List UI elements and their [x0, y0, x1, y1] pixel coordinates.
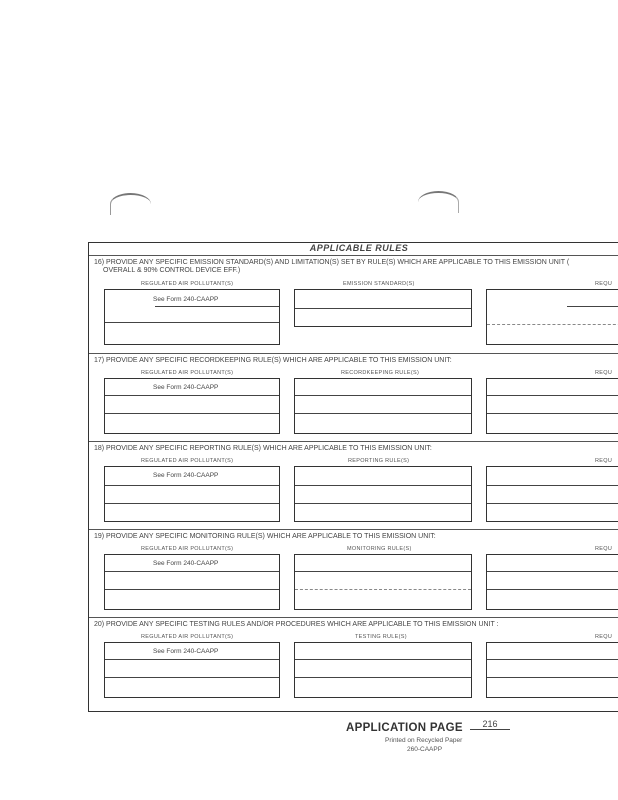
column-header-pollutants: REGULATED AIR POLLUTANT(S) — [141, 546, 234, 552]
section-testing-rules — [89, 617, 618, 712]
form-reference-text: See Form 240-CAAPP — [153, 384, 219, 391]
entry-line — [295, 308, 471, 309]
entry-line — [487, 395, 618, 396]
entry-line — [105, 571, 279, 572]
rule-field[interactable] — [294, 642, 472, 698]
entry-line — [567, 306, 618, 307]
rule-field[interactable] — [294, 289, 472, 327]
column-header-requirements: REQU — [595, 634, 613, 640]
form-number: 260-CAAPP — [407, 746, 443, 753]
pollutant-field[interactable] — [104, 554, 280, 610]
entry-line — [487, 413, 618, 414]
entry-line — [105, 677, 279, 678]
entry-line — [487, 589, 618, 590]
section-emission-standards — [89, 256, 618, 354]
rule-field[interactable] — [294, 554, 472, 610]
entry-line — [295, 589, 471, 590]
column-header-pollutants: REGULATED AIR POLLUTANT(S) — [141, 370, 234, 376]
entry-line — [295, 395, 471, 396]
question-text: 20) PROVIDE ANY SPECIFIC TESTING RULES AND/OR PROCEDURES WHICH ARE APPLICABLE TO THIS EMISSION UNIT : — [94, 621, 499, 628]
column-header-pollutants: REGULATED AIR POLLUTANT(S) — [141, 634, 234, 640]
column-header-pollutants: REGULATED AIR POLLUTANT(S) — [141, 458, 234, 464]
column-header-pollutants: REGULATED AIR POLLUTANT(S) — [141, 281, 234, 287]
applicable-rules-form — [88, 242, 618, 712]
entry-line — [487, 677, 618, 678]
requirement-field[interactable] — [486, 289, 618, 345]
entry-line — [155, 306, 279, 307]
entry-line — [295, 413, 471, 414]
section-recordkeeping-rules — [89, 353, 618, 442]
entry-line — [487, 659, 618, 660]
column-header-rules: TESTING RULE(S) — [355, 634, 407, 640]
entry-line — [105, 413, 279, 414]
form-reference-text: See Form 240-CAAPP — [153, 648, 219, 655]
column-header-rules: MONITORING RULE(S) — [347, 546, 412, 552]
requirement-field[interactable] — [486, 554, 618, 610]
question-text: 17) PROVIDE ANY SPECIFIC RECORDKEEPING RULE(S) WHICH ARE APPLICABLE TO THIS EMISSION UNIT: — [94, 357, 452, 364]
entry-line — [487, 324, 618, 325]
entry-line — [105, 503, 279, 504]
requirement-field[interactable] — [486, 642, 618, 698]
form-reference-text: See Form 240-CAAPP — [153, 560, 219, 567]
application-page-label: APPLICATION PAGE — [346, 722, 463, 734]
column-header-requirements: REQU — [595, 281, 613, 287]
form-reference-text: See Form 240-CAAPP — [153, 296, 219, 303]
section-monitoring-rules — [89, 529, 618, 618]
pollutant-field[interactable] — [104, 642, 280, 698]
section-title: APPLICABLE RULES — [309, 243, 409, 253]
rule-field[interactable] — [294, 466, 472, 522]
entry-line — [295, 571, 471, 572]
column-header-requirements: REQU — [595, 546, 613, 552]
column-header-rules: RECORDKEEPING RULE(S) — [341, 370, 420, 376]
punch-hole-mark-right — [418, 191, 459, 213]
entry-line — [487, 503, 618, 504]
entry-line — [487, 571, 618, 572]
question-text: 18) PROVIDE ANY SPECIFIC REPORTING RULE(S) WHICH ARE APPLICABLE TO THIS EMISSION UNIT: — [94, 445, 432, 452]
question-text: 19) PROVIDE ANY SPECIFIC MONITORING RULE(S) WHICH ARE APPLICABLE TO THIS EMISSION UNIT: — [94, 533, 436, 540]
requirement-field[interactable] — [486, 466, 618, 522]
column-header-requirements: REQU — [595, 370, 613, 376]
punch-hole-mark-left — [110, 193, 151, 215]
entry-line — [105, 395, 279, 396]
pollutant-field[interactable] — [104, 378, 280, 434]
entry-line — [487, 485, 618, 486]
entry-line — [295, 659, 471, 660]
requirement-field[interactable] — [486, 378, 618, 434]
section-reporting-rules — [89, 441, 618, 530]
entry-line — [105, 322, 279, 323]
pollutant-field[interactable] — [104, 466, 280, 522]
entry-line — [105, 589, 279, 590]
column-header-rules: EMISSION STANDARD(S) — [343, 281, 415, 287]
form-reference-text: See Form 240-CAAPP — [153, 472, 219, 479]
column-header-rules: REPORTING RULE(S) — [348, 458, 410, 464]
entry-line — [295, 677, 471, 678]
rule-field[interactable] — [294, 378, 472, 434]
column-header-requirements: REQU — [595, 458, 613, 464]
entry-line — [105, 485, 279, 486]
recycled-paper-note: Printed on Recycled Paper — [385, 737, 463, 744]
question-text: 16) PROVIDE ANY SPECIFIC EMISSION STANDARD(S) AND LIMITATION(S) SET BY RULE(S) WHICH ARE APPLICABLE TO THIS EMISSION UNIT ( — [94, 259, 570, 266]
question-text-continued: OVERALL & 90% CONTROL DEVICE EFF.) — [103, 267, 241, 274]
entry-line — [295, 485, 471, 486]
entry-line — [295, 503, 471, 504]
page-number: 216 — [470, 719, 510, 730]
pollutant-field[interactable] — [104, 289, 280, 345]
entry-line — [105, 659, 279, 660]
